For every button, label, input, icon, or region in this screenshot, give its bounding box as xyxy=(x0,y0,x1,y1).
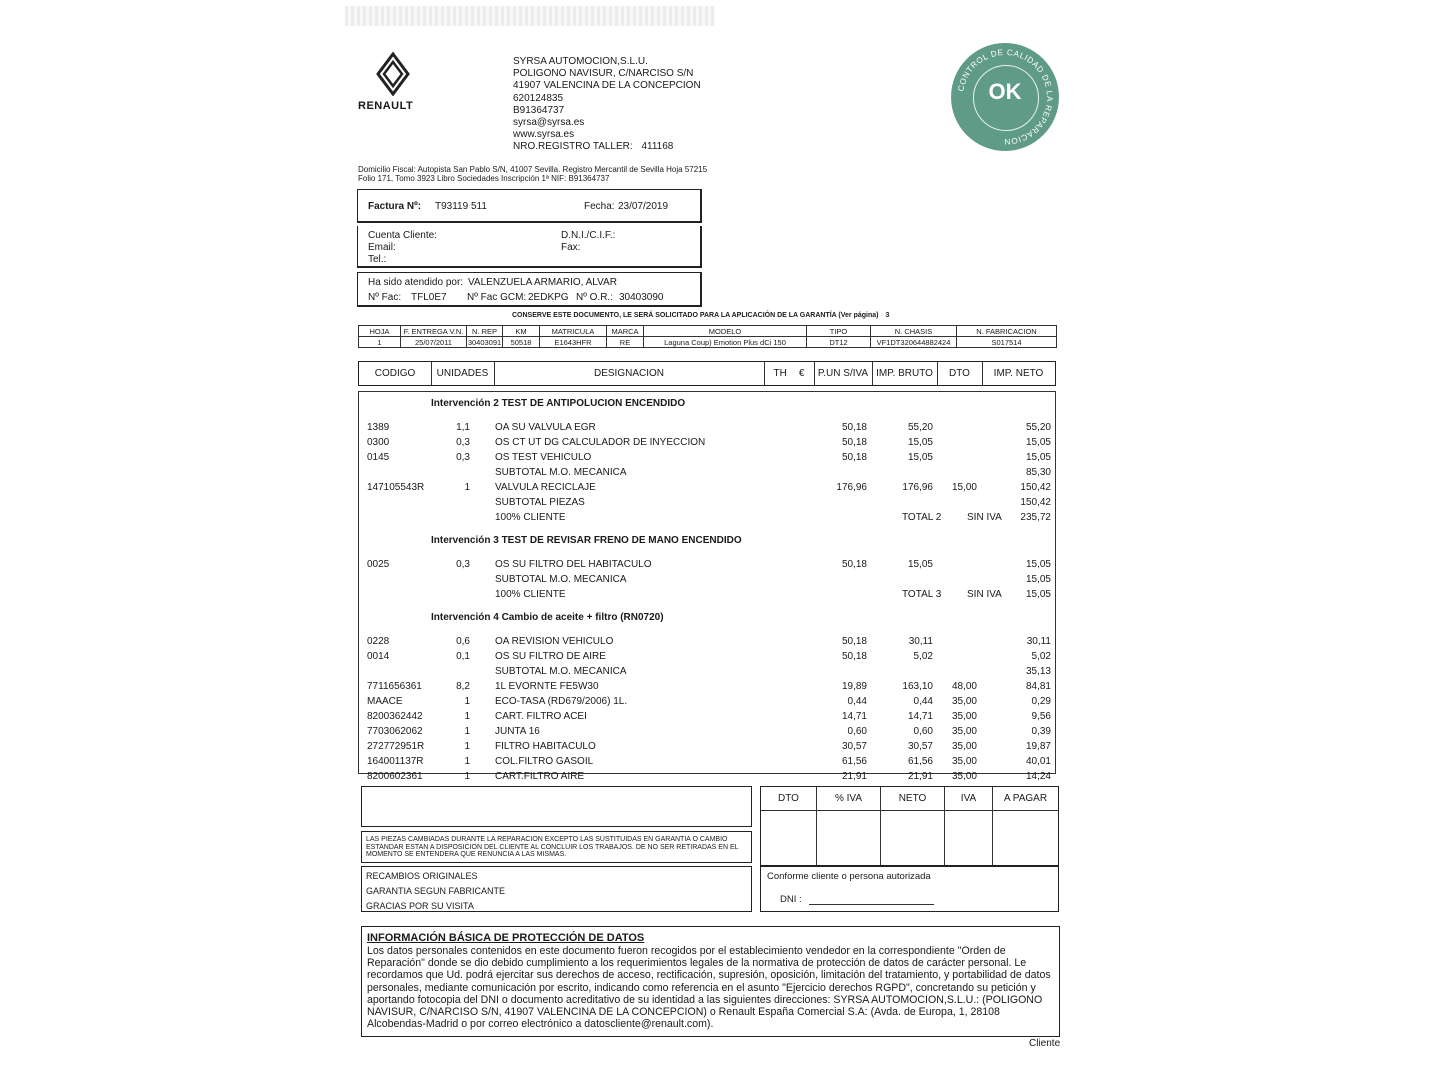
tel-label: Tel.: xyxy=(368,254,387,265)
intervention-total-row xyxy=(359,511,1055,525)
recambios-text: RECAMBIOS ORIGINALES xyxy=(366,871,478,881)
line-item-row xyxy=(359,436,1055,450)
item-net: 35,13 xyxy=(1025,666,1051,677)
item-code: 0014 xyxy=(367,651,390,662)
nfac-label: Nº Fac: xyxy=(368,292,402,303)
item-gross: 15,05 xyxy=(907,559,933,570)
item-desc: OS SU FILTRO DE AIRE xyxy=(495,651,606,662)
item-desc: 1L EVORNTE FE5W30 xyxy=(495,681,599,692)
attended-box xyxy=(357,272,702,307)
vehicle-value: RE xyxy=(607,337,644,348)
line-item-row xyxy=(359,481,1055,495)
company-line: 620124835 xyxy=(513,92,564,104)
total-neto: 15,05 xyxy=(1025,589,1051,600)
intervention-title: Intervención 2 TEST DE ANTIPOLUCION ENCENDIDO xyxy=(431,398,686,409)
vehicle-header: KM xyxy=(503,326,540,337)
item-code: 1389 xyxy=(367,422,390,433)
item-desc: OA SU VALVULA EGR xyxy=(495,422,596,433)
item-units: 1 xyxy=(464,482,470,493)
item-desc: CART. FILTRO ACEI xyxy=(495,711,587,722)
factura-number: T93119 511 xyxy=(435,201,487,212)
item-unit-price: 50,18 xyxy=(841,559,867,570)
item-units: 0,3 xyxy=(456,559,470,570)
vehicle-header: MARCA xyxy=(607,326,644,337)
item-units: 1 xyxy=(464,771,470,782)
item-discount: 35,00 xyxy=(951,711,977,722)
col-codigo: CODIGO xyxy=(359,362,432,385)
item-unit-price: 0,44 xyxy=(847,696,867,707)
gcm-value: 2EDKPG xyxy=(528,292,569,303)
item-units: 0,3 xyxy=(456,437,470,448)
item-code: 0300 xyxy=(367,437,390,448)
item-net: 14,24 xyxy=(1025,771,1051,782)
company-line: 41907 VALENCINA DE LA CONCEPCION xyxy=(513,80,701,92)
fax-label: Fax: xyxy=(561,242,581,253)
registro-label: NRO.REGISTRO TALLER: xyxy=(513,141,633,153)
vehicle-header-row xyxy=(359,326,1057,337)
item-discount: 15,00 xyxy=(951,482,977,493)
fecha-label: Fecha: xyxy=(584,201,615,212)
vehicle-table xyxy=(358,325,1057,348)
company-line: POLIGONO NAVISUR, C/NARCISO S/N xyxy=(513,68,694,80)
conserve-text: CONSERVE ESTE DOCUMENTO, LE SERÁ SOLICITADO PARA LA APLICACIÓN DE LA GARANTÍA (Ver página) xyxy=(512,312,879,319)
invoice-box xyxy=(357,189,702,223)
item-code: 8200362442 xyxy=(367,711,423,722)
item-gross: 21,91 xyxy=(907,771,933,782)
intervention-heading xyxy=(359,611,1055,625)
conserve-notice xyxy=(512,312,889,319)
item-desc: OS SU FILTRO DEL HABITACULO xyxy=(495,559,652,570)
item-desc: ECO-TASA (RD679/2006) 1L. xyxy=(495,696,628,707)
quality-stamp xyxy=(951,43,1059,151)
or-label: Nº O.R.: xyxy=(576,292,613,303)
vehicle-header: MATRICULA xyxy=(540,326,607,337)
item-net: 40,01 xyxy=(1025,756,1051,767)
item-unit-price: 0,60 xyxy=(847,726,867,737)
item-code: 7703062062 xyxy=(367,726,423,737)
attended-label: Ha sido atendido por: xyxy=(368,277,464,288)
totals-cell xyxy=(761,811,817,867)
total-label: TOTAL 2 xyxy=(902,512,942,523)
client-box xyxy=(357,226,702,268)
renault-diamond-icon xyxy=(373,52,413,96)
item-gross: 0,60 xyxy=(913,726,933,737)
piezas-notice-box xyxy=(361,831,752,863)
item-units: 0,3 xyxy=(456,452,470,463)
item-gross: 55,20 xyxy=(907,422,933,433)
recambios-box xyxy=(361,866,752,912)
col-pun: P.UN S/IVA xyxy=(814,362,873,385)
totals-cell xyxy=(945,811,993,867)
item-units: 0,6 xyxy=(456,636,470,647)
col-bruto: IMP. BRUTO xyxy=(872,362,938,385)
item-desc: JUNTA 16 xyxy=(495,726,540,737)
total-label: TOTAL 3 xyxy=(902,589,942,600)
item-net: 15,05 xyxy=(1025,574,1051,585)
item-code: 0025 xyxy=(367,559,390,570)
item-code: 147105543R xyxy=(367,482,425,493)
gdpr-box xyxy=(361,926,1060,1037)
totals-header-apagar: A PAGAR xyxy=(993,787,1058,811)
total-siniva: SIN IVA xyxy=(967,589,1002,600)
col-th-euro xyxy=(764,362,815,385)
item-net: 84,81 xyxy=(1025,681,1051,692)
item-discount: 35,00 xyxy=(951,756,977,767)
vehicle-header: MODELO xyxy=(644,326,807,337)
item-code: 164001137R xyxy=(367,756,424,767)
vehicle-header: HOJA xyxy=(359,326,401,337)
item-units: 0,1 xyxy=(456,651,470,662)
item-units: 8,2 xyxy=(456,681,470,692)
item-net: 0,39 xyxy=(1031,726,1051,737)
item-units: 1 xyxy=(464,741,470,752)
gcm-label: Nº Fac GCM: xyxy=(467,292,527,303)
dni-label: D.N.I./C.I.F.: xyxy=(561,230,616,241)
item-net: 150,42 xyxy=(1020,482,1051,493)
intervention-total-row xyxy=(359,588,1055,602)
item-desc: COL.FILTRO GASOIL xyxy=(495,756,594,767)
item-desc: OS TEST VEHICULO xyxy=(495,452,592,463)
company-line: syrsa@syrsa.es xyxy=(513,117,585,129)
item-net: 15,05 xyxy=(1025,559,1051,570)
line-item-row xyxy=(359,740,1055,754)
total-desc: 100% CLIENTE xyxy=(495,512,566,523)
item-unit-price: 14,71 xyxy=(841,711,867,722)
gracias-text: GRACIAS POR SU VISITA xyxy=(366,901,474,911)
vehicle-value: Laguna Coup) Emotion Plus dCi 150 xyxy=(644,337,807,348)
item-gross: 30,57 xyxy=(907,741,933,752)
item-unit-price: 21,91 xyxy=(841,771,867,782)
item-gross: 15,05 xyxy=(907,437,933,448)
vehicle-header: F. ENTREGA V.N. xyxy=(401,326,467,337)
col-th: TH xyxy=(773,368,787,379)
copy-label: Cliente xyxy=(1029,1038,1061,1049)
item-desc: CART.FILTRO AIRE xyxy=(495,771,585,782)
company-info xyxy=(513,56,701,154)
line-item-row xyxy=(359,451,1055,465)
gdpr-title: INFORMACIÓN BÁSICA DE PROTECCIÓN DE DATOS xyxy=(367,932,645,944)
intervention-heading xyxy=(359,397,1055,411)
item-gross: 30,11 xyxy=(908,636,933,647)
email-label: Email: xyxy=(368,242,396,253)
conforme-text: Conforme cliente o persona autorizada xyxy=(767,871,931,882)
scan-edge-artifact xyxy=(345,6,715,26)
item-net: 55,20 xyxy=(1025,422,1051,433)
item-desc: FILTRO HABITACULO xyxy=(495,741,596,752)
stamp-ring-text: CONTROL DE CALIDAD DE LA REPARACION xyxy=(956,47,1055,147)
nfac-value: TFL0E7 xyxy=(411,292,447,303)
item-gross: 15,05 xyxy=(907,452,933,463)
vehicle-value: 25/07/2011 xyxy=(401,337,467,348)
vehicle-header: N. CHASIS xyxy=(871,326,957,337)
domicilio-fiscal xyxy=(358,165,707,183)
item-net: 150,42 xyxy=(1020,497,1051,508)
line-item-row xyxy=(359,496,1055,510)
item-gross: 163,10 xyxy=(902,681,933,692)
vehicle-value: 50518 xyxy=(503,337,540,348)
item-desc: OS CT UT DG CALCULADOR DE INYECCION xyxy=(495,437,706,448)
total-desc: 100% CLIENTE xyxy=(495,589,566,600)
cuenta-label: Cuenta Cliente: xyxy=(368,230,437,241)
item-desc: OA REVISION VEHICULO xyxy=(495,636,614,647)
item-unit-price: 50,18 xyxy=(841,452,867,463)
registro-line xyxy=(513,141,701,153)
gdpr-body: Los datos personales contenidos en este documento fueron recogidos por el establecimiento vendedor en la correspondiente "Orden de Reparación" donde se dio debido cumplimiento a los requerimientos legales de la normativa de protección de datos de carácter personal. Le recordamos que Ud. podrá ejercitar sus derechos de acceso, rectificación, supresión, oposición, limitación del tratamiento, y portabilidad de datos personales, mediante comunicación por escrito, indicando como referencia en el asunto "Ejercicio derechos RGPD", concretando su petición y aportando fotocopia del DNI o documento acreditativo de su identidad a las siguientes direcciones: SYRSA AUTOMOCION,S.L.U.: (POLIGONO NAVISUR, C/NARCISO S/N, 41907 VALENCINA DE LA CONCEPCION) o Renault España Comercial S.A: (Avda. de Europa, 1, 28108 Alcobendas-Madrid o por correo electrónico a datoscliente@renault.com). xyxy=(367,945,1051,1031)
line-item-row xyxy=(359,573,1055,587)
intervention-title: Intervención 4 Cambio de aceite + filtro (RN0720) xyxy=(431,612,664,623)
item-unit-price: 50,18 xyxy=(841,437,867,448)
item-unit-price: 176,96 xyxy=(836,482,867,493)
item-desc: SUBTOTAL M.O. MECANICA xyxy=(495,666,627,677)
items-column-header xyxy=(358,361,1056,386)
item-unit-price: 50,18 xyxy=(841,651,867,662)
item-code: 7711656361 xyxy=(367,681,422,692)
garantia-text: GARANTIA SEGUN FABRICANTE xyxy=(366,886,506,896)
item-units: 1 xyxy=(464,756,470,767)
totals-box xyxy=(760,786,1059,866)
item-desc: SUBTOTAL PIEZAS xyxy=(495,497,585,508)
item-unit-price: 61,56 xyxy=(841,756,867,767)
item-gross: 0,44 xyxy=(913,696,933,707)
item-discount: 35,00 xyxy=(951,771,977,782)
vehicle-value: S017514 xyxy=(957,337,1057,348)
vehicle-header: TIPO xyxy=(807,326,871,337)
item-unit-price: 50,18 xyxy=(841,422,867,433)
item-code: 272772951R xyxy=(367,741,425,752)
totals-cell xyxy=(817,811,881,867)
item-unit-price: 50,18 xyxy=(841,636,867,647)
conserve-page: 3 xyxy=(885,312,890,319)
item-code: 0145 xyxy=(367,452,390,463)
company-line: www.syrsa.es xyxy=(513,129,575,141)
item-units: 1 xyxy=(464,726,470,737)
item-unit-price: 30,57 xyxy=(841,741,867,752)
line-item-row xyxy=(359,421,1055,435)
totals-header-iva-pct: % IVA xyxy=(817,787,881,811)
company-line: B91364737 xyxy=(513,104,565,116)
vehicle-value: DT12 xyxy=(807,337,871,348)
totals-header-iva: IVA xyxy=(945,787,993,811)
col-unidades: UNIDADES xyxy=(431,362,495,385)
stamp-ok-text: OK xyxy=(988,79,1022,104)
fecha-value: 23/07/2019 xyxy=(618,201,669,212)
item-desc: SUBTOTAL M.O. MECANICA xyxy=(495,467,627,478)
vehicle-value-row xyxy=(359,337,1057,348)
item-net: 19,87 xyxy=(1025,741,1051,752)
domicilio-line: Folio 171, Tomo 3923 Libro Sociedades Inscripción 1ª NIF: B91364737 xyxy=(358,174,610,183)
line-item-row xyxy=(359,710,1055,724)
item-code: 8200602361 xyxy=(367,771,423,782)
item-code: MAACE xyxy=(367,696,403,707)
item-net: 15,05 xyxy=(1025,452,1051,463)
or-value: 30403090 xyxy=(619,292,664,303)
domicilio-line: Domicilio Fiscal: Autopista San Pablo S/N, 41007 Sevilla. Registro Mercantil de Sevilla Hoja 57215 xyxy=(358,165,708,174)
item-code: 0228 xyxy=(367,636,390,647)
vehicle-header: N. REP xyxy=(467,326,503,337)
observations-box xyxy=(361,786,752,827)
registro-value: 411168 xyxy=(641,141,674,153)
intervention-heading xyxy=(359,534,1055,548)
vehicle-header: N. FABRICACION xyxy=(957,326,1057,337)
dni-sign-line xyxy=(809,904,934,905)
total-siniva: SIN IVA xyxy=(967,512,1002,523)
factura-label: Factura Nº: xyxy=(368,201,422,212)
col-dto: DTO xyxy=(937,362,983,385)
total-neto: 235,72 xyxy=(1020,512,1051,523)
dni-sign-label: DNI : xyxy=(780,894,802,905)
item-gross: 14,71 xyxy=(907,711,933,722)
item-units: 1,1 xyxy=(456,422,470,433)
item-gross: 61,56 xyxy=(907,756,933,767)
item-net: 5,02 xyxy=(1031,651,1051,662)
item-discount: 35,00 xyxy=(951,741,977,752)
line-item-row xyxy=(359,558,1055,572)
col-neto: IMP. NETO xyxy=(993,368,1044,379)
col-designacion: DESIGNACION xyxy=(494,362,765,385)
piezas-notice: LAS PIEZAS CAMBIADAS DURANTE LA REPARACION EXCEPTO LAS SUSTITUIDAS EN GARANTIA O CAMBIO ESTANDAR ESTAN A DISPOSICION DEL CLIENTE AL CONCLUIR LOS TRABAJOS. DE NO SER RETIRADAS EN EL MOMENTO SE ENTENDERA QUE RENUNCIA A LAS MISMAS. xyxy=(366,836,739,858)
intervention-title: Intervención 3 TEST DE REVISAR FRENO DE MANO ENCENDIDO xyxy=(431,535,742,546)
item-net: 85,30 xyxy=(1025,467,1051,478)
item-net: 15,05 xyxy=(1025,437,1051,448)
vehicle-value: 1 xyxy=(359,337,401,348)
item-gross: 5,02 xyxy=(913,651,933,662)
signature-box xyxy=(760,866,1059,912)
line-item-row xyxy=(359,466,1055,480)
line-item-row xyxy=(359,770,1055,784)
item-desc: VALVULA RECICLAJE xyxy=(495,482,596,493)
attended-name: VALENZUELA ARMARIO, ALVAR xyxy=(468,277,617,288)
items-table xyxy=(358,391,1056,782)
line-item-row xyxy=(359,635,1055,649)
line-item-row xyxy=(359,725,1055,739)
item-gross: 176,96 xyxy=(902,482,933,493)
line-item-row xyxy=(359,755,1055,769)
vehicle-value: 30403091 xyxy=(467,337,502,347)
totals-header-neto: NETO xyxy=(881,787,945,811)
totals-header-dto: DTO xyxy=(761,787,817,811)
item-units: 1 xyxy=(464,711,470,722)
item-discount: 35,00 xyxy=(951,726,977,737)
item-discount: 48,00 xyxy=(951,681,977,692)
company-line: SYRSA AUTOMOCION,S.L.U. xyxy=(513,56,648,67)
item-desc: SUBTOTAL M.O. MECANICA xyxy=(495,574,627,585)
item-net: 0,29 xyxy=(1031,696,1051,707)
item-net: 30,11 xyxy=(1026,636,1051,647)
vehicle-value: E1643HFR xyxy=(540,337,607,348)
item-units: 1 xyxy=(464,696,470,707)
item-discount: 35,00 xyxy=(951,696,977,707)
brand-wordmark: RENAULT xyxy=(358,100,414,112)
line-item-row xyxy=(359,680,1055,694)
totals-cell xyxy=(881,811,945,867)
line-item-row xyxy=(359,695,1055,709)
line-item-row xyxy=(359,650,1055,664)
item-unit-price: 19,89 xyxy=(841,681,867,692)
col-euro: € xyxy=(798,368,805,379)
item-net: 9,56 xyxy=(1031,711,1051,722)
vehicle-value: VF1DT320644882424 xyxy=(871,337,957,348)
line-item-row xyxy=(359,665,1055,679)
